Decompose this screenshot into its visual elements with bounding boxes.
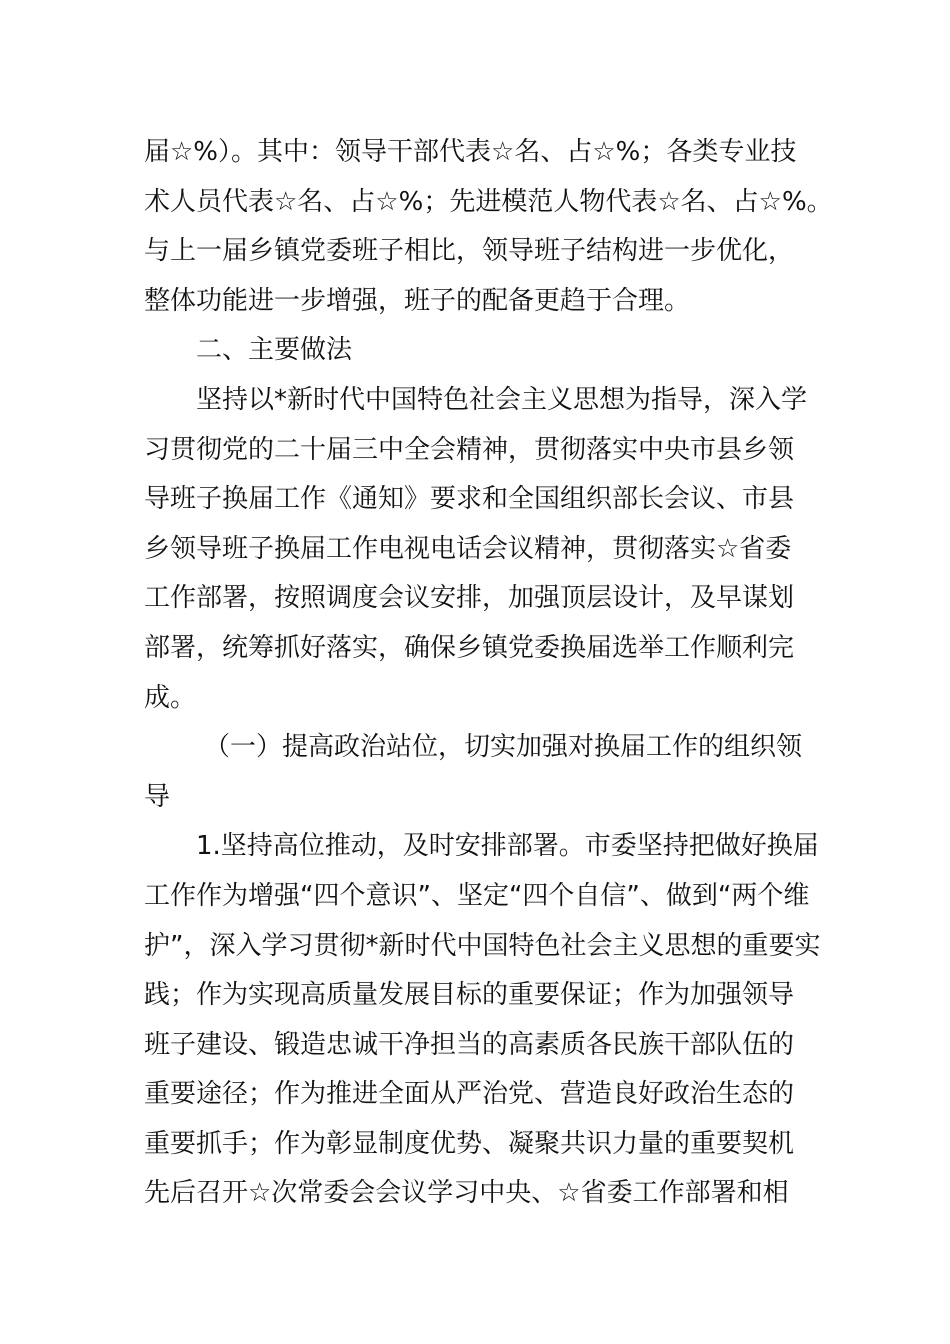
text-line-20: 重要途径；作为推进全面从严治党、营造良好政治生态的 — [144, 1079, 795, 1110]
text-line-11: 部署，统筹抓好落实，确保乡镇党委换届选举工作顺利完 — [144, 632, 795, 663]
text-line-8: 导班子换届工作《通知》要求和全国组织部长会议、市县 — [144, 484, 795, 515]
text-line-2: 术人员代表☆名、占☆%；先进模范人物代表☆名、占☆%。 — [144, 186, 833, 217]
text-line-21: 重要抓手；作为彰显制度优势、凝聚共识力量的重要契机 — [144, 1128, 795, 1159]
text-line-4: 整体功能进一步增强，班子的配备更趋于合理。 — [144, 285, 691, 316]
text-line-3: 与上一届乡镇党委班子相比，领导班子结构进一步优化， — [144, 236, 795, 267]
text-line-14: 导 — [144, 781, 171, 812]
text-line-17: 护”，深入学习贯彻*新时代中国特色社会主义思想的重要实 — [144, 930, 821, 961]
text-line-22: 先后召开☆次常委会会议学习中央、☆省委工作部署和相 — [144, 1178, 789, 1209]
document-body — [144, 128, 833, 1219]
text-line-12: 成。 — [144, 682, 197, 713]
text-line-19: 班子建设、锻造忠诚干净担当的高素质各民族干部队伍的 — [144, 1029, 795, 1060]
text-line-7: 习贯彻党的二十届三中全会精神，贯彻落实中央市县乡领 — [144, 434, 795, 465]
text-line-18: 践；作为实现高质量发展目标的重要保证；作为加强领导 — [144, 980, 795, 1011]
text-line-10: 工作部署，按照调度会议安排，加强顶层设计，及早谋划 — [144, 583, 795, 614]
text-line-6: 坚持以*新时代中国特色社会主义思想为指导，深入学 — [196, 384, 808, 415]
text-line-1: 届☆%）。其中：领导干部代表☆名、占☆%；各类专业技 — [144, 137, 797, 167]
item-heading-high-level-promotion: 1.坚持高位推动，及时安排部署。市委坚持把做好换届 — [196, 831, 819, 862]
text-line-9: 乡领导班子换届工作电视电话会议精神，贯彻落实☆省委 — [144, 533, 792, 564]
subsection-heading-political-standing: （一）提高政治站位，切实加强对换届工作的组织领 — [204, 732, 803, 763]
text-line-16: 工作作为增强“四个意识”、坚定“四个自信”、做到“两个维 — [144, 880, 810, 911]
section-heading-main-methods: 二、主要做法 — [196, 335, 353, 366]
